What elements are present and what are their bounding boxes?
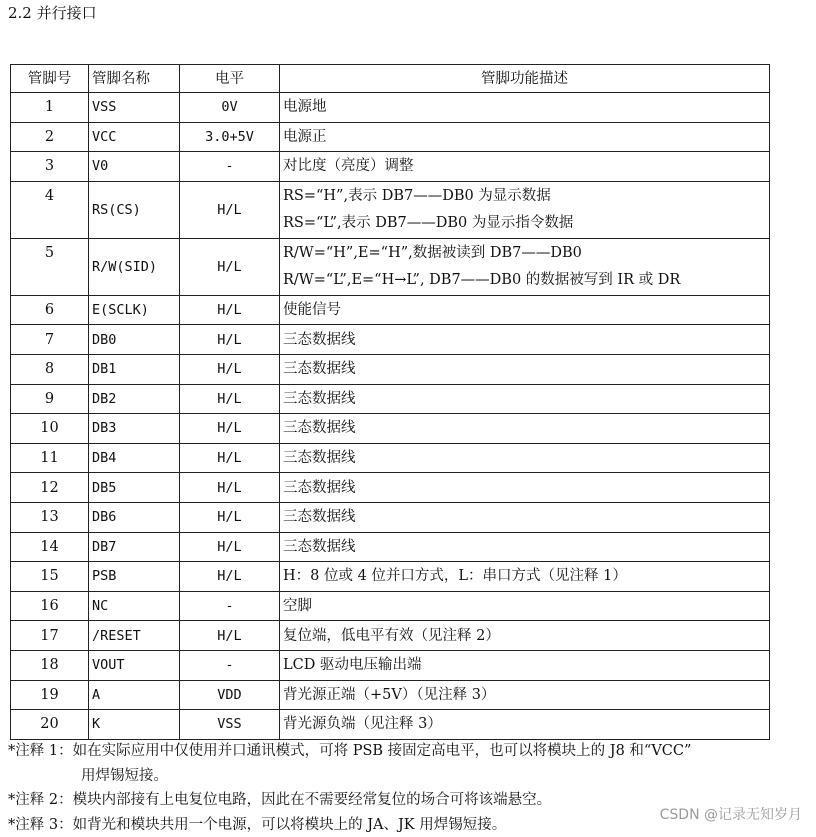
pin-name-cell: DB4 (89, 443, 180, 473)
pin-description-cell (280, 152, 770, 182)
table-row (11, 562, 770, 592)
pin-level-cell: H/L (180, 354, 280, 384)
pin-level-cell: - (180, 650, 280, 680)
pin-description-line: 三态数据线 (283, 359, 766, 379)
pin-level-cell: H/L (180, 238, 280, 295)
pin-level-cell: H/L (180, 443, 280, 473)
table-row (11, 680, 770, 710)
pin-number-cell: 20 (11, 710, 89, 740)
pin-name-cell: NC (89, 591, 180, 621)
pin-description-line: 三态数据线 (283, 448, 766, 468)
pin-number-cell: 7 (11, 325, 89, 355)
pin-description-cell (280, 122, 770, 152)
pin-description-line: 电源地 (283, 97, 766, 117)
table-row (11, 181, 770, 238)
pin-description-cell (280, 354, 770, 384)
pin-level-cell: H/L (180, 384, 280, 414)
pin-number-cell: 8 (11, 354, 89, 384)
pin-number-cell: 9 (11, 384, 89, 414)
note-2: *注释 2：模块内部接有上电复位电路，因此在不需要经常复位的场合可将该端悬空。 (8, 788, 816, 813)
pin-name-cell: DB5 (89, 473, 180, 503)
pin-number-cell: 12 (11, 473, 89, 503)
pin-description-line: 复位端，低电平有效（见注释 2） (283, 626, 766, 646)
pin-name-cell: VOUT (89, 650, 180, 680)
pin-level-cell: H/L (180, 621, 280, 651)
pin-name-cell: V0 (89, 152, 180, 182)
pin-number-cell: 3 (11, 152, 89, 182)
pin-description-line: 背光源正端（+5V）（见注释 3） (283, 685, 766, 705)
pin-description-line: 电源正 (283, 127, 766, 147)
pin-description-line: 空脚 (283, 596, 766, 616)
pin-table-body (11, 93, 770, 740)
pin-level-cell: H/L (180, 295, 280, 325)
note-1: *注释 1：如在实际应用中仅使用并口通讯模式，可将 PSB 接固定高电平，也可以将模块上的 J8 和“VCC” (8, 739, 816, 764)
pin-name-cell: DB0 (89, 325, 180, 355)
pin-description-line: 三态数据线 (283, 330, 766, 350)
pin-level-cell: H/L (180, 502, 280, 532)
pin-number-cell: 6 (11, 295, 89, 325)
pin-description-cell (280, 238, 770, 295)
pin-level-cell: H/L (180, 414, 280, 444)
pin-name-cell: VCC (89, 122, 180, 152)
pin-description-line: 三态数据线 (283, 507, 766, 527)
table-row (11, 354, 770, 384)
pin-description-cell (280, 473, 770, 503)
pin-description-cell (280, 443, 770, 473)
pin-number-cell: 1 (11, 93, 89, 123)
pin-table (10, 64, 770, 740)
table-row (11, 591, 770, 621)
pin-name-cell: RS(CS) (89, 181, 180, 238)
table-row (11, 384, 770, 414)
pin-description-line: LCD 驱动电压输出端 (283, 655, 766, 675)
table-row (11, 650, 770, 680)
pin-level-cell: H/L (180, 473, 280, 503)
pin-description-cell (280, 181, 770, 238)
pin-description-cell (280, 384, 770, 414)
pin-name-cell: DB1 (89, 354, 180, 384)
pin-description-cell (280, 680, 770, 710)
note-3: *注释 3：如背光和模块共用一个电源，可以将模块上的 JA、JK 用焊锡短接。 (8, 813, 816, 837)
table-row (11, 443, 770, 473)
pin-description-line: 使能信号 (283, 300, 766, 320)
pin-level-cell: H/L (180, 532, 280, 562)
table-row (11, 152, 770, 182)
pin-number-cell: 4 (11, 181, 89, 238)
pin-level-cell: VSS (180, 710, 280, 740)
table-row (11, 414, 770, 444)
section-title: 2.2 并行接口 (8, 2, 97, 23)
table-row (11, 710, 770, 740)
pin-name-cell: PSB (89, 562, 180, 592)
table-row (11, 532, 770, 562)
pin-level-cell: VDD (180, 680, 280, 710)
pin-level-cell: H/L (180, 325, 280, 355)
pin-description-cell (280, 93, 770, 123)
table-row (11, 238, 770, 295)
pin-description-line: 对比度（亮度）调整 (283, 156, 766, 176)
pin-name-cell: K (89, 710, 180, 740)
pin-description-line: 三态数据线 (283, 389, 766, 409)
pin-description-cell (280, 414, 770, 444)
pin-description-cell (280, 295, 770, 325)
pin-description-cell (280, 621, 770, 651)
pin-description-cell (280, 650, 770, 680)
pin-number-cell: 15 (11, 562, 89, 592)
table-row (11, 325, 770, 355)
table-row (11, 93, 770, 123)
pin-description-cell (280, 562, 770, 592)
pin-description-line: R/W=“L”,E=“H→L”, DB7——DB0 的数据被写到 IR 或 DR (283, 267, 766, 294)
header-level: 电平 (180, 65, 280, 93)
pin-level-cell: - (180, 152, 280, 182)
table-row (11, 295, 770, 325)
pin-level-cell: - (180, 591, 280, 621)
pin-number-cell: 17 (11, 621, 89, 651)
pin-number-cell: 11 (11, 443, 89, 473)
pin-name-cell: /RESET (89, 621, 180, 651)
pin-description-line: R/W=“H”,E=“H”,数据被读到 DB7——DB0 (283, 240, 766, 267)
table-row (11, 502, 770, 532)
note-1-continued: 用焊锡短接。 (8, 764, 816, 789)
pin-description-cell (280, 591, 770, 621)
pin-number-cell: 16 (11, 591, 89, 621)
pin-description-cell (280, 325, 770, 355)
pin-number-cell: 14 (11, 532, 89, 562)
pin-description-line: H：8 位或 4 位并口方式，L：串口方式（见注释 1） (283, 566, 766, 586)
pin-number-cell: 18 (11, 650, 89, 680)
pin-description-line: RS=“H”,表示 DB7——DB0 为显示数据 (283, 183, 766, 210)
table-header-row (11, 65, 770, 93)
pin-number-cell: 19 (11, 680, 89, 710)
pin-level-cell: H/L (180, 181, 280, 238)
table-row (11, 122, 770, 152)
pin-level-cell: H/L (180, 562, 280, 592)
table-row (11, 473, 770, 503)
pin-name-cell: DB6 (89, 502, 180, 532)
csdn-watermark: CSDN @记录无知岁月 (660, 804, 802, 824)
pin-name-cell: VSS (89, 93, 180, 123)
pin-name-cell: DB3 (89, 414, 180, 444)
pin-name-cell: DB7 (89, 532, 180, 562)
pin-name-cell: DB2 (89, 384, 180, 414)
pin-name-cell: A (89, 680, 180, 710)
pin-number-cell: 2 (11, 122, 89, 152)
header-pin-name: 管脚名称 (89, 65, 180, 93)
pin-number-cell: 13 (11, 502, 89, 532)
pin-name-cell: E(SCLK) (89, 295, 180, 325)
pin-description-cell (280, 532, 770, 562)
table-row (11, 621, 770, 651)
header-description: 管脚功能描述 (280, 65, 770, 93)
pin-description-line: 背光源负端（见注释 3） (283, 714, 766, 734)
pin-description-line: 三态数据线 (283, 478, 766, 498)
pin-description-cell (280, 502, 770, 532)
pin-level-cell: 3.0+5V (180, 122, 280, 152)
pin-description-line: 三态数据线 (283, 418, 766, 438)
pin-description-line: RS=“L”,表示 DB7——DB0 为显示指令数据 (283, 210, 766, 237)
pin-level-cell: 0V (180, 93, 280, 123)
pin-description-line: 三态数据线 (283, 537, 766, 557)
pin-description-cell (280, 710, 770, 740)
header-pin-number: 管脚号 (11, 65, 89, 93)
pin-name-cell: R/W(SID) (89, 238, 180, 295)
pin-number-cell: 10 (11, 414, 89, 444)
pin-number-cell: 5 (11, 238, 89, 295)
